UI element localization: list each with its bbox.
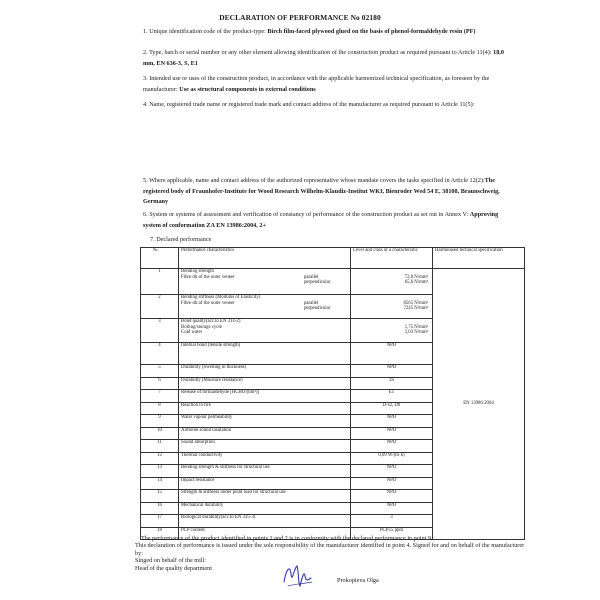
item-7-declared-performance: 7. Declared performance: [150, 236, 212, 243]
table-row: 9 Water vapour permeability NPD: [141, 415, 525, 428]
item-1-product-code: 1. Unique identification code of the product-type: Birch film-faced plywood glued on the basis of phenol-formaldehyde resin (PF): [143, 28, 476, 35]
table-row: 8 Reaction to fire D-s2, D0: [141, 402, 525, 415]
table-row: 10 Airborne sound insulation NPD: [141, 427, 525, 440]
spec-cell: EN 13986:2004: [433, 269, 525, 540]
table-row: 13 Bending strength & stiffness for structural use NPD: [141, 465, 525, 478]
header-level: Level and class of a characteristic: [351, 248, 433, 269]
document-title: DECLARATION OF PERFORMANCE No 02180: [219, 13, 381, 22]
table-row: 18 PCP content PCP≤5 ppm: [141, 527, 525, 540]
table-row: 17 Biological durability(acc.to EN 335-3) 3: [141, 515, 525, 528]
signer-name: Prokopieva Olga: [337, 577, 379, 584]
table-row: 4 Internal bond (tensile strength) NPD: [141, 343, 525, 365]
handwritten-signature: [278, 560, 318, 592]
item-3-intended-use: 3. Intended use or uses of the construction product, in accordance with the applicable harmonized technical specification, as foreseen by the manufacturer: Use as structural components in external conditions: [143, 75, 490, 93]
header-characteristics: Performance characteristics: [179, 248, 351, 269]
table-row: 15 Strength & stiffness under point load for structural use NPD: [141, 490, 525, 503]
table-row: 16 Mechanical durability NPD: [141, 502, 525, 515]
header-no: №: [141, 248, 179, 269]
item-5-representative: 5. Where applicable, name and contact address of the authorized representative whose mandate covers the tasks specified in Article 12(2):The registered body of Fraunhofer-Institute for Wood Research Wilhelm-Klaudiz-Institut WKI, Bienroder Wed 54 E, 38108, Braunschweig, Germany: [143, 177, 500, 205]
table-row: 7 Release of formaldehyde [HCHO/(hm²)] E1: [141, 390, 525, 403]
table-row: 1 Bending strength Fibre dir.of the outer veneer parallel perpendicular 72,8 N/mm² 65,6 N/mm² EN 13986:2004: [141, 269, 525, 295]
signed-on-behalf: Singed on behalf of the mill:: [135, 557, 206, 565]
responsibility-statement: This declaration of performance is issued under the sole responsibility of the manufacturer identified in point 4. Signed for and on behalf of the manufacturer by:: [135, 542, 525, 557]
table-row: 14 Impact resistance NPD: [141, 477, 525, 490]
item-2-identification: 2. Type, batch or serial number or any other element allowing identification of the construction product as required pursuant to Article 11(4): 18,0 mm, EN 636-3, S, E1: [143, 49, 504, 67]
conformity-statement: The performance of the product identified in points 1 and 2 is in conformity with the declared performance in point 9.: [141, 535, 433, 542]
item-6-assessment-system: 6. System or systems of assessment and verification of constancy of performance of the construction product as set out in Annex V: Approving system of conformation ZA EN 13986:2004, 2+: [143, 211, 499, 229]
table-row: 2 Bending stiffness (Modulus of Elasticity) Fibre dir.of the outer veneer parallel perpendicular 8565 N/mm² 7245 N/mm²: [141, 295, 525, 319]
table-row: 3 Bond quality(acc.to EN 314-2) Boiling/storage cycle Cold water 1,75 N/mm² 2,03 N/mm²: [141, 319, 525, 343]
table-row: 6 Durability (Moisture resistance) 3S: [141, 377, 525, 390]
table-row: 12 Thermal conductivity 0,09 W/(m·k): [141, 452, 525, 465]
item-4-manufacturer: 4. Name, registered trade name or registered trade mark and contact address of the manufacturer as required pursuant to Article 11(5):: [143, 101, 475, 108]
header-spec: Harmonised technical specification: [433, 248, 525, 269]
table-row: 5 Durability (Swelling in thickness) NPD: [141, 365, 525, 378]
signer-position: Head of the quality department: [135, 564, 212, 572]
performance-table: [140, 247, 525, 540]
table-row: 11 Sound absorption NPD: [141, 440, 525, 453]
declaration-footer: [135, 535, 525, 572]
table-header-row: [141, 248, 525, 269]
